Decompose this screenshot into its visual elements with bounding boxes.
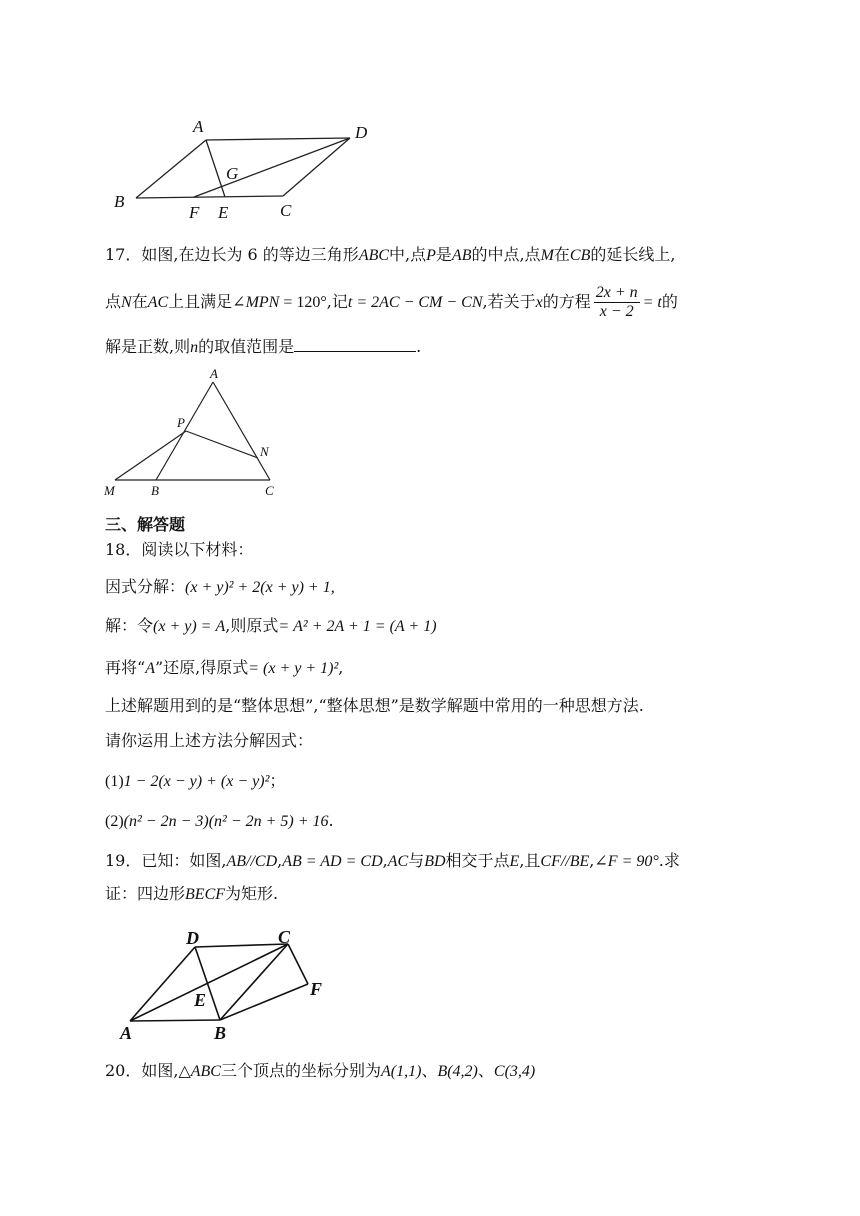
q19-line1 [105,850,680,873]
q17-text: 的方程 [542,292,591,311]
q18-item1 [105,770,285,793]
edge-da [130,947,195,1021]
label-A: A [210,366,218,381]
label-D: D [186,928,199,948]
q17-text: 在 [553,245,570,264]
edge-bc [136,196,283,198]
label-E: E [218,203,229,222]
diagonal-ac [130,944,288,1021]
q17-text: 是 [435,245,452,264]
segment-mp [115,431,186,480]
rectangle-proof-figure [110,925,350,1045]
q18-text: 再将“ [105,658,146,677]
q18-line3 [105,615,437,638]
edge-bc [220,944,288,1020]
q17-line3 [105,336,421,359]
math-expression: (x + y) = A [153,618,226,635]
answer-blank[interactable] [294,337,416,352]
q18-text: ,则原式 [225,616,279,635]
q17-line2 [105,284,678,321]
q17-text: 点 [105,292,122,311]
q18-text: ”还原,得原式 [154,658,249,677]
label-G: G [226,164,239,183]
math-becf: BECF [185,886,226,903]
item-label: (2) [105,813,124,830]
q20-text: 、 [477,1061,494,1080]
label-E: E [194,990,207,1010]
math-condition: ∠F = 90° [594,853,659,870]
label-B: B [151,483,159,498]
math-n: n [190,339,199,356]
math-angle-value: = 120° [279,294,327,311]
math-point-a: A(1,1) [381,1063,422,1080]
q18-line2 [105,576,335,599]
edge-ab [130,1020,220,1021]
math-condition: AB = AD = CD [282,853,383,870]
q17-text: 上且满足 [168,292,233,311]
math-equals-t: = t [642,294,662,311]
q19-text: 与 [408,851,425,870]
label-N: N [260,444,269,459]
q20-line1 [105,1060,535,1083]
q18-text: ； [269,771,286,790]
math-condition: CF//BE [540,853,590,870]
math-cb: CB [569,247,591,264]
math-triangle: △ABC [178,1063,221,1080]
q19-line2 [105,883,278,906]
label-A: A [193,117,204,136]
q18-line1: 18．阅读以下材料： [105,540,254,559]
q18-line5: 上述解题用到的是“整体思想”,“整体思想”是数学解题中常用的一种思想方法. [105,696,644,715]
q17-text: . [416,337,422,356]
fraction [594,284,640,321]
q17-text: 17．如图,在边长为 6 的等边三角形 [105,245,359,264]
math-expression: = A² + 2A + 1 = (A + 1) [278,618,437,635]
math-m: M [540,247,554,264]
fraction-numerator: 2x + n [595,284,638,301]
q18-item2 [105,810,334,833]
math-expression: 1 − 2(x − y) + (x − y)² [123,773,270,790]
q17-text: 的延长线上, [590,245,676,264]
q17-text: 解是正数,则 [105,337,191,356]
math-expression: (x + y)² + 2(x + y) + 1, [185,579,335,596]
item-label: (1) [105,773,124,790]
edge-bf [220,984,308,1020]
math-point-c: C(3,4) [493,1063,536,1080]
math-p: P [426,247,436,264]
math-ac: AC [387,853,409,870]
q17-text: 的 [661,292,678,311]
q19-text: , [277,851,283,870]
q17-text: 中,点 [389,245,427,264]
label-P: P [177,415,185,430]
q18-text: . [328,811,334,830]
section-title: 三、解答题 [105,515,186,534]
edge-cf [288,944,308,984]
math-abc: ABC [358,247,390,264]
q19-text: .求 [658,851,680,870]
q18-text: 因式分解： [105,577,186,596]
parallelogram-figure [105,110,385,230]
math-a: A [145,660,155,677]
label-F: F [189,203,200,222]
q17-text: ,若关于 [482,292,536,311]
math-t-expression: t = 2AC − CM − CN [347,294,483,311]
math-expression: (n² − 2n − 3)(n² − 2n + 5) + 16 [123,813,329,830]
math-ac: AC [147,294,169,311]
q18-text: 解：令 [105,616,154,635]
q19-text: 证：四边形 [105,884,186,903]
label-C: C [265,483,274,498]
triangle-figure [100,365,290,500]
edge-dc [283,138,350,196]
q17-text: 的取值范围是 [198,337,295,356]
q19-text: 为矩形. [225,884,279,903]
label-A: A [120,1023,133,1043]
segment-fd [194,138,350,197]
label-M: M [104,483,115,498]
edge-ac [213,382,270,480]
edge-ad [206,138,350,140]
math-bd: BD [424,853,446,870]
math-angle-mpn: ∠MPN [232,294,280,311]
q18-line4 [105,657,343,680]
edge-dc [195,944,288,947]
math-x: x [535,294,543,311]
q19-text: , [382,851,388,870]
math-e: E [509,853,520,870]
math-ab: AB [451,247,472,264]
q17-text: ,记 [326,292,348,311]
q17-line1 [105,244,675,267]
q19-text: , [589,851,595,870]
math-expression: = (x + y + 1)² [248,660,339,677]
edge-ba [156,382,213,480]
q20-text: 三个顶点的坐标分别为 [220,1061,381,1080]
label-C: C [278,927,291,947]
q20-text: 、 [421,1061,438,1080]
math-n-point: N [121,294,132,311]
q19-text: 19．已知：如图, [105,851,227,870]
q18-text: , [338,658,344,677]
q20-text: 20．如图, [105,1061,179,1080]
q19-text: 相交于点 [445,851,510,870]
math-condition: AB//CD [226,853,278,870]
label-C: C [280,201,292,220]
q17-text: 在 [131,292,148,311]
q17-text: 的中点,点 [471,245,541,264]
math-point-b: B(4,2) [437,1063,478,1080]
label-B: B [114,192,125,211]
segment-pn [186,431,258,458]
fraction-denominator: x − 2 [599,303,634,320]
q18-line6: 请你运用上述方法分解因式： [105,731,314,750]
edge-ba [136,140,206,198]
label-F: F [310,979,323,999]
label-D: D [355,123,368,142]
q19-text: ,且 [519,851,541,870]
label-B: B [214,1023,227,1043]
